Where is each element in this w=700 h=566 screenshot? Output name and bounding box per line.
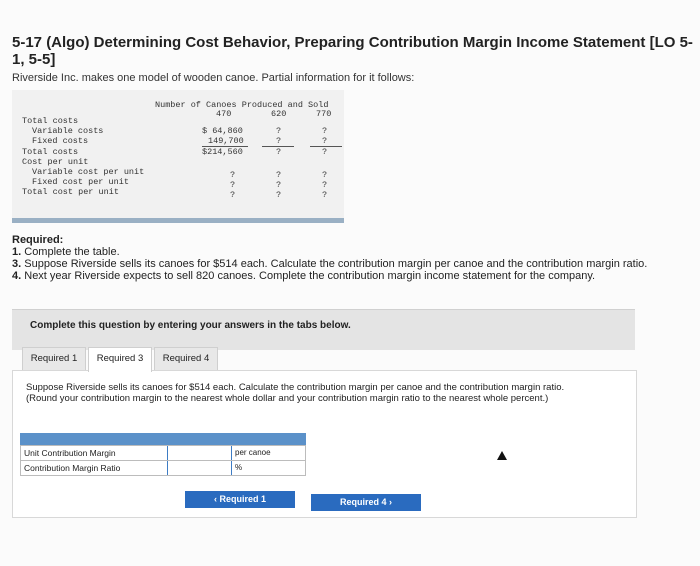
answer-row-label: Unit Contribution Margin <box>24 448 116 458</box>
column-header: 770 <box>316 109 332 119</box>
table-cell: $214,560 <box>202 147 243 157</box>
unit-contribution-margin-input[interactable] <box>167 446 232 460</box>
unit-label: per canoe <box>235 448 271 457</box>
row-label: Total cost per unit <box>22 187 119 197</box>
answer-row-unit-contribution-margin <box>20 445 306 461</box>
mouse-cursor-icon <box>497 451 507 460</box>
table-cell: ? <box>276 190 282 200</box>
required-item <box>12 258 647 270</box>
table-cell: ? <box>322 180 328 190</box>
row-label: Cost per unit <box>22 157 89 167</box>
contribution-margin-ratio-input[interactable] <box>167 461 232 475</box>
table-cell: ? <box>322 136 328 146</box>
row-label: Fixed cost per unit <box>32 177 129 187</box>
required-item <box>12 270 595 282</box>
required-item-text: Next year Riverside expects to sell 820 canoes. Complete the contribution margin income statement for the company. <box>24 270 596 282</box>
next-required-4-button[interactable]: Required 4 › <box>311 494 421 511</box>
required-item-text: Suppose Riverside sells its canoes for $514 each. Calculate the contribution margin per canoe and the contribution margin ratio. <box>24 258 648 270</box>
table-cell: ? <box>276 147 282 157</box>
row-label: Total costs <box>22 147 79 157</box>
column-header: 470 <box>216 109 232 119</box>
table-header: Number of Canoes Produced and Sold <box>155 100 329 110</box>
prev-required-1-button[interactable]: ‹ Required 1 <box>185 491 295 508</box>
tab-required-1[interactable]: Required 1 <box>22 347 86 370</box>
required-item-number: 3. <box>12 258 22 270</box>
answer-table <box>20 433 306 479</box>
table-cell: ? <box>276 126 282 136</box>
table-cell: ? <box>322 147 328 157</box>
table-cell: ? <box>276 136 282 146</box>
table-cell: ? <box>322 190 328 200</box>
table-cell: ? <box>276 180 282 190</box>
page-title: 5-17 (Algo) Determining Cost Behavior, Preparing Contribution Margin Income Statement [LO 5-1, 5-5] <box>12 34 693 68</box>
row-label: Variable cost per unit <box>32 167 145 177</box>
tab-required-4[interactable]: Required 4 <box>154 347 218 370</box>
cost-data-table <box>12 90 344 223</box>
table-cell: ? <box>230 180 236 190</box>
required-heading: Required: <box>12 234 64 246</box>
table-cell: 149,700 <box>208 136 244 146</box>
row-label: Total costs <box>22 116 79 126</box>
tab-required-3[interactable]: Required 3 <box>88 347 152 372</box>
table-cell: ? <box>230 190 236 200</box>
answer-row-contribution-margin-ratio <box>20 460 306 476</box>
answer-row-label: Contribution Margin Ratio <box>24 463 121 473</box>
table-cell: ? <box>322 170 328 180</box>
column-header: 620 <box>271 109 287 119</box>
percent-unit-label: % <box>235 463 243 472</box>
table-cell: ? <box>276 170 282 180</box>
table-cell: ? <box>230 170 236 180</box>
required-item-text: Complete the table. <box>24 246 120 258</box>
answer-table-header <box>20 433 306 445</box>
table-cell: $ 64,860 <box>202 126 243 136</box>
intro-text: Riverside Inc. makes one model of wooden canoe. Partial information for it follows: <box>12 72 415 84</box>
row-label: Variable costs <box>32 126 104 136</box>
table-cell: ? <box>322 126 328 136</box>
row-label: Fixed costs <box>32 136 89 146</box>
required-item <box>12 246 120 258</box>
instruction-banner <box>12 309 635 350</box>
instruction-text: Complete this question by entering your answers in the tabs below. <box>30 320 351 331</box>
required-item-number: 4. <box>12 270 22 282</box>
required-item-number: 1. <box>12 246 22 258</box>
question-text: Suppose Riverside sells its canoes for $514 each. Calculate the contribution margin per canoe and the contribution margin ratio. (Round your contribution margin to the nearest whole dollar and your contribution margin ratio to the nearest whole percent.) <box>26 382 565 404</box>
